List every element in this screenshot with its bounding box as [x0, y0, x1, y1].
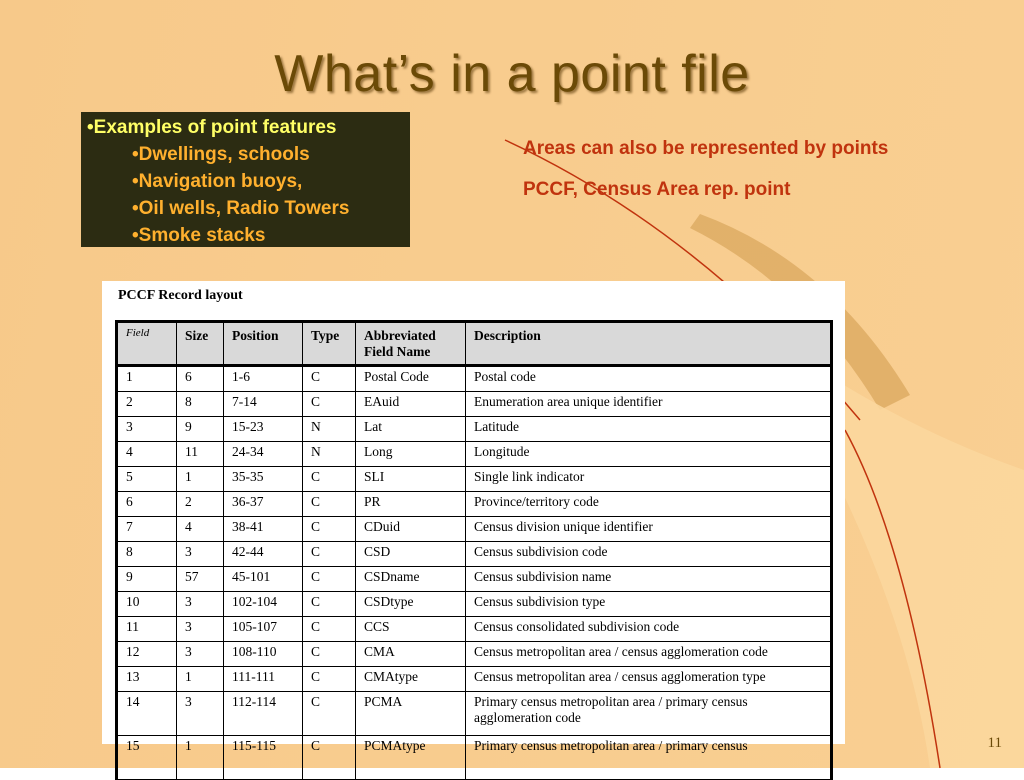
cell-position: 35-35 — [224, 467, 303, 492]
cell-type: C — [303, 692, 356, 736]
pccf-record-table — [115, 320, 833, 780]
cell-field: 9 — [117, 567, 177, 592]
cell-abbrev-name: EAuid — [356, 392, 466, 417]
cell-type: C — [303, 542, 356, 567]
bullet-sub-item: •Smoke stacks — [132, 225, 266, 246]
pccf-table-image — [102, 281, 845, 753]
cell-type: N — [303, 417, 356, 442]
cell-size: 3 — [177, 592, 224, 617]
table-row — [117, 517, 832, 542]
cell-field: 15 — [117, 736, 177, 780]
cell-size: 57 — [177, 567, 224, 592]
cell-position: 24-34 — [224, 442, 303, 467]
cell-size: 1 — [177, 736, 224, 780]
cell-abbrev-name: PCMA — [356, 692, 466, 736]
table-row — [117, 467, 832, 492]
cell-position: 108-110 — [224, 642, 303, 667]
cell-size: 6 — [177, 366, 224, 392]
table-title: PCCF Record layout — [118, 288, 243, 303]
cell-field: 10 — [117, 592, 177, 617]
table-row — [117, 667, 832, 692]
cell-description: Census subdivision code — [466, 542, 832, 567]
cell-description: Primary census metropolitan area / primary census — [466, 736, 832, 780]
slide-title: What’s in a point file — [274, 45, 750, 103]
cell-position: 112-114 — [224, 692, 303, 736]
cell-abbrev-name: CCS — [356, 617, 466, 642]
cell-position: 45-101 — [224, 567, 303, 592]
cell-abbrev-name: Postal Code — [356, 366, 466, 392]
cell-size: 9 — [177, 417, 224, 442]
cell-field: 6 — [117, 492, 177, 517]
bullet-sub-item: •Dwellings, schools — [132, 144, 310, 165]
table-body — [117, 366, 832, 780]
cell-position: 1-6 — [224, 366, 303, 392]
cell-description: Census metropolitan area / census agglomeration code — [466, 642, 832, 667]
cell-type: N — [303, 442, 356, 467]
cell-field: 2 — [117, 392, 177, 417]
note-areas-points: Areas can also be represented by points — [523, 138, 889, 159]
cell-size: 3 — [177, 617, 224, 642]
page-number: 11 — [987, 735, 1002, 751]
table-row — [117, 392, 832, 417]
cell-size: 2 — [177, 492, 224, 517]
cell-abbrev-name: Long — [356, 442, 466, 467]
header-field: Field — [117, 322, 177, 366]
header-position: Position — [224, 322, 303, 366]
cell-position: 42-44 — [224, 542, 303, 567]
cell-field: 11 — [117, 617, 177, 642]
table-row — [117, 492, 832, 517]
cell-position: 102-104 — [224, 592, 303, 617]
cell-description: Postal code — [466, 366, 832, 392]
cell-description: Census metropolitan area / census agglomeration type — [466, 667, 832, 692]
cell-size: 3 — [177, 692, 224, 736]
cell-position: 115-115 — [224, 736, 303, 780]
table-row — [117, 592, 832, 617]
cell-field: 12 — [117, 642, 177, 667]
cell-type: C — [303, 567, 356, 592]
cell-description: Longitude — [466, 442, 832, 467]
header-type: Type — [303, 322, 356, 366]
table-row — [117, 542, 832, 567]
cell-type: C — [303, 642, 356, 667]
cell-abbrev-name: CSDname — [356, 567, 466, 592]
cell-type: C — [303, 492, 356, 517]
table-header-row — [117, 322, 832, 366]
cell-field: 8 — [117, 542, 177, 567]
cell-description: Latitude — [466, 417, 832, 442]
cell-size: 4 — [177, 517, 224, 542]
cell-field: 14 — [117, 692, 177, 736]
cell-position: 38-41 — [224, 517, 303, 542]
cell-field: 5 — [117, 467, 177, 492]
table-row — [117, 366, 832, 392]
cell-field: 1 — [117, 366, 177, 392]
header-description: Description — [466, 322, 832, 366]
cell-size: 11 — [177, 442, 224, 467]
cell-type: C — [303, 392, 356, 417]
cell-abbrev-name: CMA — [356, 642, 466, 667]
cell-size: 8 — [177, 392, 224, 417]
cell-field: 7 — [117, 517, 177, 542]
cell-type: C — [303, 517, 356, 542]
table-row — [117, 617, 832, 642]
cell-position: 7-14 — [224, 392, 303, 417]
header-abbrev-field-name: Abbreviated Field Name — [356, 322, 466, 366]
cell-description: Census consolidated subdivision code — [466, 617, 832, 642]
table-row — [117, 736, 832, 780]
cell-description: Single link indicator — [466, 467, 832, 492]
cell-type: C — [303, 592, 356, 617]
cell-description: Primary census metropolitan area / primary census agglomeration code — [466, 692, 832, 736]
bullet-box — [81, 112, 410, 247]
cell-type: C — [303, 366, 356, 392]
table-row — [117, 567, 832, 592]
table-row — [117, 442, 832, 467]
cell-field: 3 — [117, 417, 177, 442]
cell-abbrev-name: CSDtype — [356, 592, 466, 617]
cell-size: 1 — [177, 467, 224, 492]
cell-field: 4 — [117, 442, 177, 467]
table-row — [117, 692, 832, 736]
cell-position: 36-37 — [224, 492, 303, 517]
cell-field: 13 — [117, 667, 177, 692]
cell-size: 1 — [177, 667, 224, 692]
cell-position: 111-111 — [224, 667, 303, 692]
cell-abbrev-name: PCMAtype — [356, 736, 466, 780]
cell-abbrev-name: CMAtype — [356, 667, 466, 692]
header-size: Size — [177, 322, 224, 366]
cell-description: Enumeration area unique identifier — [466, 392, 832, 417]
cell-description: Census subdivision name — [466, 567, 832, 592]
cell-abbrev-name: CDuid — [356, 517, 466, 542]
bullet-main: •Examples of point features — [87, 117, 337, 138]
cell-position: 105-107 — [224, 617, 303, 642]
bullet-sub-item: •Navigation buoys, — [132, 171, 303, 192]
cell-size: 3 — [177, 642, 224, 667]
cell-type: C — [303, 667, 356, 692]
cell-abbrev-name: CSD — [356, 542, 466, 567]
cell-type: C — [303, 617, 356, 642]
cell-description: Province/territory code — [466, 492, 832, 517]
cell-description: Census subdivision type — [466, 592, 832, 617]
note-pccf-rep-point: PCCF, Census Area rep. point — [523, 179, 791, 200]
cell-position: 15-23 — [224, 417, 303, 442]
cell-type: C — [303, 467, 356, 492]
cell-abbrev-name: SLI — [356, 467, 466, 492]
cell-description: Census division unique identifier — [466, 517, 832, 542]
bullet-sub-item: •Oil wells, Radio Towers — [132, 198, 350, 219]
cell-abbrev-name: Lat — [356, 417, 466, 442]
cell-abbrev-name: PR — [356, 492, 466, 517]
cell-type: C — [303, 736, 356, 780]
table-row — [117, 417, 832, 442]
table-row — [117, 642, 832, 667]
cell-size: 3 — [177, 542, 224, 567]
